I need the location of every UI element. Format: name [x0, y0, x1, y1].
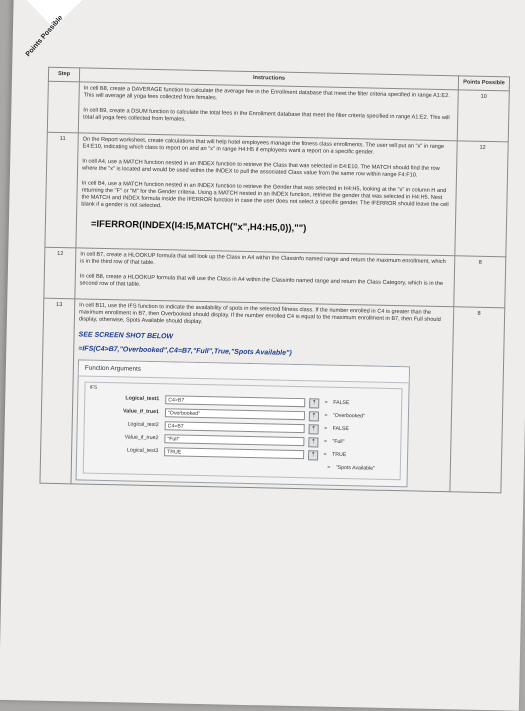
argument-input[interactable]: "Overbooked" — [165, 408, 305, 420]
collapse-dialog-icon[interactable]: ⇡ — [309, 424, 319, 434]
argument-result: FALSE — [333, 399, 350, 407]
argument-result: "Full" — [332, 438, 345, 446]
instruction-text: In cell B8, create a HLOOKUP formula that will use the Class in A4 within the Classinfo named range and return the Class Category, which is in the second row of that table. — [79, 273, 444, 288]
argument-result: TRUE — [332, 451, 347, 459]
step-number: 11 — [45, 132, 78, 248]
instruction-text: In cell B7, create a HLOOKUP formula that will look up the Class in A4 within the Classinfo named range and return the maximum enrollment, which is in the third row of that table. — [80, 251, 446, 267]
argument-row: Logical_test3 TRUE ⇡ = TRUE — [88, 444, 396, 463]
argument-input[interactable]: C4>B7 — [165, 395, 305, 407]
instruction-cell — [76, 133, 457, 256]
argument-label: Logical_test3 — [126, 447, 159, 455]
argument-row: Logical_test1 C4>B7 ⇡ = FALSE — [89, 392, 397, 411]
step-number: 13 — [40, 298, 75, 484]
instruction-cell — [71, 299, 454, 492]
argument-row: Logical_test2 C4=B7 ⇡ = FALSE — [89, 418, 397, 437]
collapse-dialog-icon[interactable]: ⇡ — [308, 450, 318, 460]
instruction-text: In cell B8, create a DAVERAGE function to calculate the average fee in the Enrollment database that meet the filter criteria specified in range A1:E2. This will average all yoga fees collected from females. — [83, 85, 450, 102]
points-value: 12 — [455, 141, 508, 257]
argument-label: Logical_test1 — [125, 395, 160, 403]
instruction-cell — [75, 248, 455, 307]
header-points: Points Possible — [458, 76, 509, 91]
function-name: IFS — [89, 384, 98, 391]
instruction-text: In cell A4, use a MATCH function nested in an INDEX function to retrieve the Class that was selected in E4:E10. The MATCH should find the row where the "x" is located and would be used within the INDEX to pull the associated Class value from the same row within range F4:F10. — [82, 158, 440, 179]
iferror-formula: =IFERROR(INDEX(I4:I5,MATCH("x",H4:H5,0)),"") — [90, 218, 307, 235]
collapse-dialog-icon[interactable]: ⇡ — [309, 398, 319, 408]
instruction-text: In cell B11, use the IFS function to indicate the availability of spots in the selected fitness class. If the number enrolled in C4 is greater than the maximum enrollment in B7, then Overbooked should display. If the number enrolled C4 is equal to the maximum enrollment in B7, then Full should display, otherwise, Spots Available should display. — [78, 302, 441, 326]
argument-input[interactable]: "Full" — [164, 434, 304, 446]
header-instructions: Instructions — [79, 68, 458, 90]
instruction-text: On the Report worksheet, create calculations that will help hotel employees manage the fitness class enrollments. The user will put an "x" in range E4:E10, indicating which class to report on and an "x" in range H4:H5 if employees want a report on a specific gender. — [82, 136, 445, 156]
instruction-text: In cell B4, use a MATCH function nested in an INDEX function to retrieve the Gender that was selected in H4:H5, looking at the "x" in column H and returning the "F" or "M" for the Gender criteria. Using a MATCH nested in an INDEX function, retrieve the gender that was selected in H4:H5. Nest the MATCH and INDEX formula inside the IFERROR function in case the user does not select a specific gender. The IFERROR should leave the cell blank if a gender is not selected. — [81, 180, 449, 210]
points-value: 8 — [450, 307, 505, 493]
corner-label: Points Possible — [24, 14, 65, 59]
header-step: Step — [48, 67, 79, 82]
instructions-table — [39, 67, 510, 494]
table-row — [40, 298, 505, 493]
ifs-arguments-group — [83, 382, 403, 481]
argument-input[interactable]: TRUE — [164, 447, 304, 459]
instruction-cell — [78, 82, 458, 141]
collapse-dialog-icon[interactable]: ⇡ — [309, 411, 319, 421]
ifs-formula: =IFS(C4>B7,"Overbooked",C4=B7,"Full",True,"Spots Available") — [78, 345, 292, 357]
points-value: 10 — [457, 90, 509, 142]
argument-input[interactable]: C4=B7 — [165, 421, 305, 433]
step-number: 12 — [44, 247, 76, 299]
collapse-dialog-icon[interactable]: ⇡ — [308, 437, 318, 447]
formula-result: "Spots Available" — [335, 464, 375, 472]
points-value: 8 — [454, 256, 506, 308]
formula-result-row: = "Spots Available" — [327, 464, 375, 472]
see-screenshot-note: SEE SCREEN SHOT BELOW — [78, 331, 174, 341]
function-arguments-dialog — [76, 359, 410, 487]
table-row — [45, 132, 508, 257]
argument-row: Value_if_true2 "Full" ⇡ = "Full" — [88, 431, 396, 450]
argument-label: Value_if_true2 — [124, 434, 159, 442]
argument-label: Value_if_true1 — [123, 408, 160, 416]
instruction-text: In cell B9, create a DSUM function to calculate the total fees in the Enrollment database that meet the filter criteria specified in range A1:E2. This will total all yoga fees collected from females. — [83, 107, 450, 123]
argument-result: FALSE — [332, 425, 349, 433]
argument-label: Logical_test2 — [127, 421, 159, 429]
argument-row: Value_if_true1 "Overbooked" ⇡ = "Overbooked" — [89, 405, 397, 424]
dialog-title: Function Arguments — [79, 360, 409, 383]
step-number — [47, 81, 79, 133]
argument-result: "Overbooked" — [332, 412, 365, 420]
